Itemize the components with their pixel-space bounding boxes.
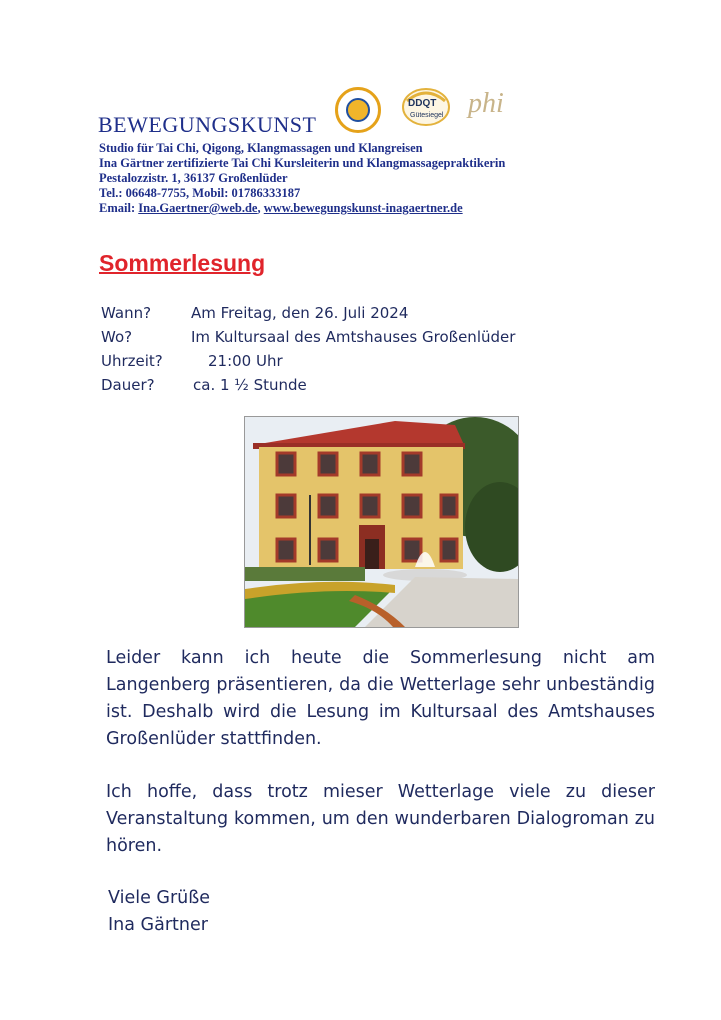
detail-label: Uhrzeit? <box>101 352 163 370</box>
letterhead-address-line: Pestalozzistr. 1, 36137 Großenlüder <box>99 171 288 185</box>
page-title: Sommerlesung <box>99 250 266 276</box>
contact-separator: , <box>257 201 264 215</box>
detail-value: Am Freitag, den 26. Juli 2024 <box>191 304 409 322</box>
email-link[interactable]: Ina.Gaertner@web.de <box>138 201 258 215</box>
detail-label: Wo? <box>101 328 133 346</box>
ddqt-logo-text: DDQT <box>408 98 437 109</box>
amtshaus-photo <box>244 416 519 628</box>
body-paragraph: Ich hoffe, dass trotz mieser Wetterlage viele zu dieser Veranstaltung kommen, um den wunderbaren Dialogroman zu hören. <box>106 782 655 856</box>
closing-greeting: Viele Grüße <box>108 888 211 908</box>
email-prefix: Email: <box>99 201 139 215</box>
letterhead-phone-line: Tel.: 06648-7755, Mobil: 01786333187 <box>99 186 301 200</box>
website-link[interactable]: www.bewegungskunst-inagaertner.de <box>263 201 463 215</box>
detail-label: Dauer? <box>101 376 155 394</box>
letterhead-certification-line: Ina Gärtner zertifizierte Tai Chi Kursleiterin und Klangmassagepraktikerin <box>99 156 506 170</box>
detail-value: 21:00 Uhr <box>208 352 283 370</box>
body-paragraph: Leider kann ich heute die Sommerlesung nicht am Langenberg präsentieren, da die Wetterlage sehr unbeständig ist. Deshalb wird die Lesung im Kultursaal des Amtshauses Großenlüder stattfinden. <box>106 648 655 749</box>
letterhead-contact-line <box>99 201 463 216</box>
detail-value: Im Kultursaal des Amtshauses Großenlüder <box>191 328 516 346</box>
detail-value: ca. 1 ½ Stunde <box>193 376 307 394</box>
letterhead-studio-line: Studio für Tai Chi, Qigong, Klangmassagen und Klangreisen <box>99 141 423 155</box>
tai-chi-logo-icon <box>335 87 381 133</box>
phi-logo: phi <box>468 88 504 119</box>
signature: Ina Gärtner <box>108 915 208 935</box>
detail-label: Wann? <box>101 304 152 322</box>
brand-name: BEWEGUNGSKUNST <box>98 112 317 137</box>
ddqt-logo-subtitle: Gütesiegel <box>410 112 444 119</box>
